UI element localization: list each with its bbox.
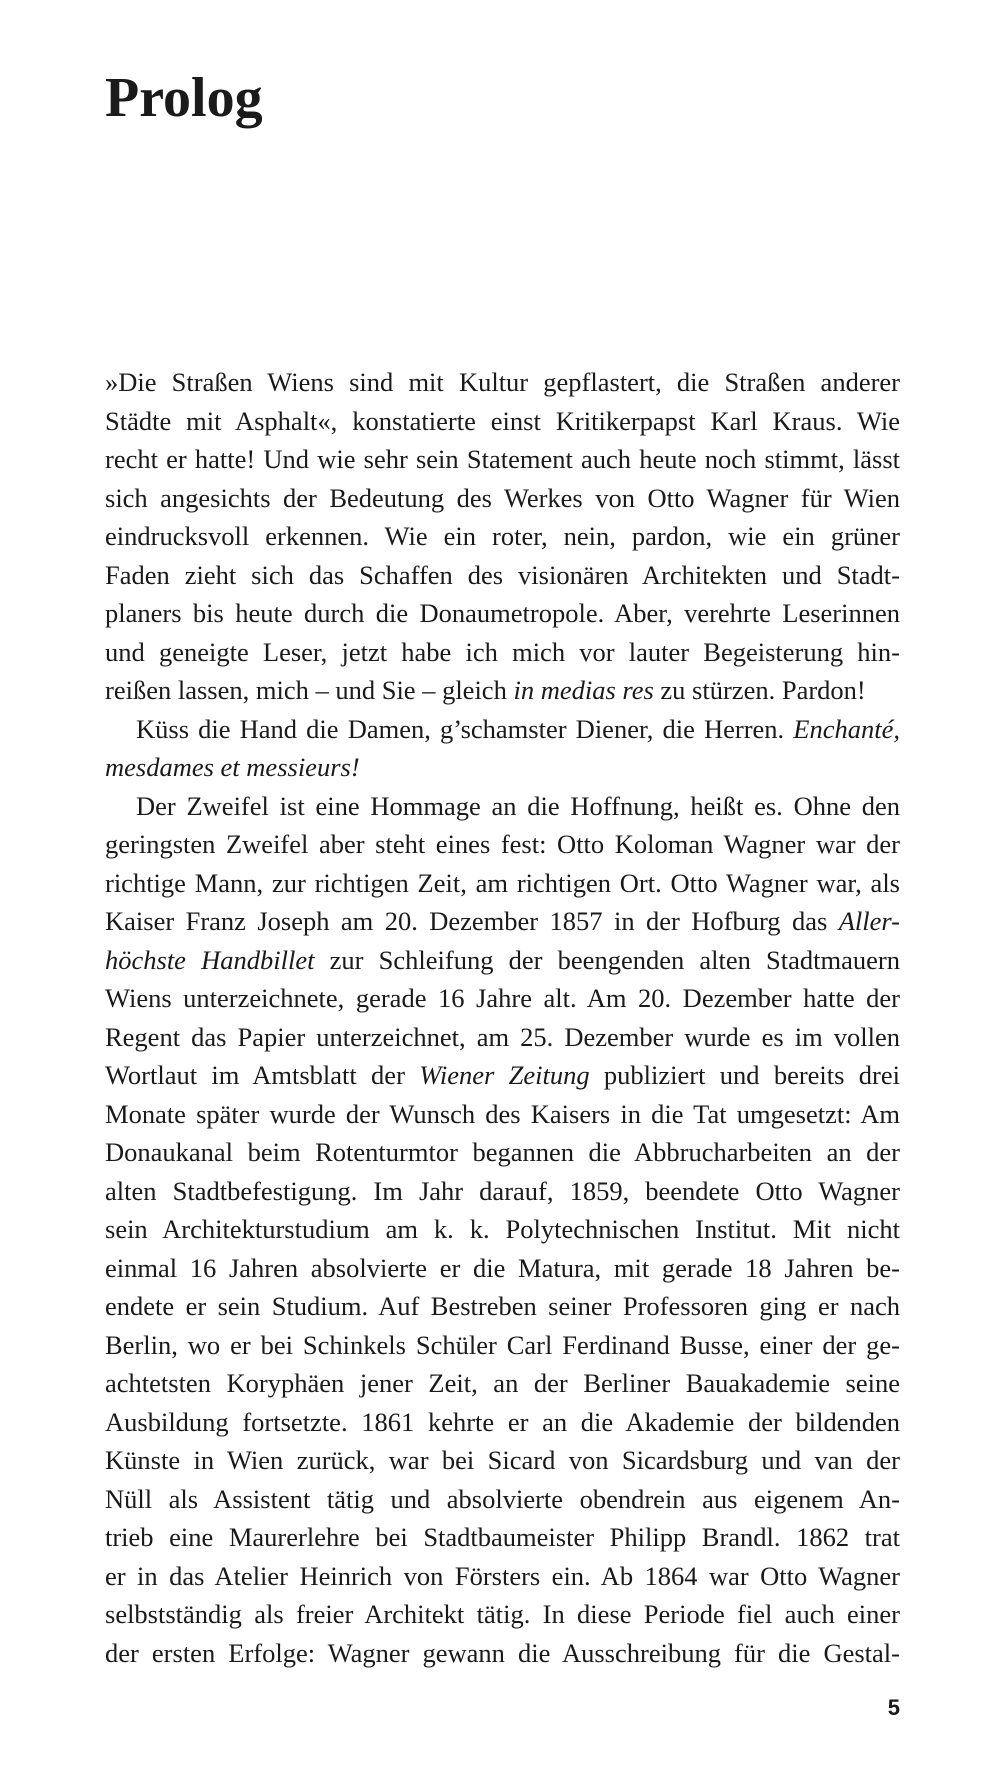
- text-line: [105, 864, 900, 903]
- text-line: [105, 1056, 900, 1095]
- text-segment: recht er hatte! Und wie sehr sein Statement auch heute noch stimmt, lässt: [105, 444, 900, 474]
- text-line: [105, 1018, 900, 1057]
- text-segment: geringsten Zweifel aber steht eines fest: Otto Koloman Wagner war der: [105, 829, 900, 859]
- text-line: [105, 710, 900, 749]
- text-line: [105, 1518, 900, 1557]
- text-line: [105, 1364, 900, 1403]
- text-segment: Regent das Papier unterzeichnet, am 25. Dezember wurde es im vollen: [105, 1021, 900, 1052]
- paragraph: [105, 363, 900, 710]
- text-line: [105, 1249, 900, 1288]
- italic-text: höchste Handbillet: [105, 944, 315, 975]
- italic-text: in medias res: [513, 675, 654, 705]
- text-segment: der ersten Erfolge: Wagner gewann die Ausschreibung für die Gestal-: [105, 1637, 900, 1668]
- text-line: [105, 1133, 900, 1172]
- text-line: [105, 633, 900, 672]
- page-title: Prolog: [105, 67, 263, 129]
- text-line: [105, 825, 900, 864]
- text-segment: zu stürzen. Pardon!: [653, 675, 866, 705]
- text-line: [105, 1172, 900, 1211]
- text-line: [105, 787, 900, 826]
- text-segment: planers bis heute durch die Donaumetropole. Aber, verehrte Leserinnen: [105, 598, 900, 628]
- text-line: [105, 594, 900, 633]
- text-line: [105, 363, 900, 402]
- text-segment: Monate später wurde der Wunsch des Kaisers in die Tat umgesetzt: Am: [105, 1098, 900, 1129]
- italic-text: Enchanté,: [793, 713, 900, 744]
- text-segment: sich angesichts der Bedeutung des Werkes von Otto Wagner für Wien: [105, 482, 900, 513]
- text-line: [105, 1557, 900, 1596]
- body-text: [105, 363, 900, 1672]
- text-segment: sein Architekturstudium am k. k. Polytechnischen Institut. Mit nicht: [105, 1214, 900, 1244]
- text-segment: Donaukanal beim Rotenturmtor begannen die Abbrucharbeiten an der: [105, 1137, 900, 1167]
- text-segment: Städte mit Asphalt«, konstatierte einst Kritikerpapst Karl Kraus. Wie: [105, 405, 900, 436]
- text-segment: Wortlaut im Amtsblatt der: [105, 1060, 420, 1090]
- text-line: [105, 479, 900, 518]
- text-line: [105, 1480, 900, 1519]
- text-line: [105, 1634, 900, 1673]
- paragraph: [105, 787, 900, 1673]
- text-line: [105, 1326, 900, 1365]
- text-line: [105, 1441, 900, 1480]
- paragraph: [105, 710, 900, 787]
- text-segment: Berlin, wo er bei Schinkels Schüler Carl Ferdinand Busse, einer der ge-: [105, 1329, 900, 1360]
- text-segment: Küss die Hand die Damen, g’schamster Diener, die Herren.: [136, 713, 794, 744]
- text-line: [105, 1287, 900, 1326]
- text-segment: Ausbildung fortsetzte. 1861 kehrte er an die Akademie der bildenden: [105, 1406, 900, 1437]
- text-line: [105, 1403, 900, 1442]
- text-segment: Wiens unterzeichnete, gerade 16 Jahre alt. Am 20. Dezember hatte der: [105, 983, 900, 1013]
- text-line: [105, 440, 900, 479]
- text-segment: reißen lassen, mich – und Sie – gleich: [105, 675, 514, 705]
- text-segment: publiziert und bereits drei: [589, 1060, 900, 1090]
- text-line: [105, 979, 900, 1018]
- text-segment: er in das Atelier Heinrich von Försters ein. Ab 1864 war Otto Wagner: [105, 1560, 900, 1591]
- text-line: [105, 1210, 900, 1249]
- text-segment: richtige Mann, zur richtigen Zeit, am richtigen Ort. Otto Wagner war, als: [105, 867, 900, 898]
- text-segment: und geneigte Leser, jetzt habe ich mich vor lauter Begeisterung hin-: [105, 636, 900, 667]
- italic-text: mesdames et messieurs!: [105, 752, 360, 782]
- text-segment: achtetsten Koryphäen jener Zeit, an der Berliner Bauakademie seine: [105, 1368, 900, 1398]
- text-line: [105, 556, 900, 595]
- text-segment: Nüll als Assistent tätig und absolvierte obendrein aus eigenem An-: [105, 1483, 900, 1514]
- page-number: 5: [887, 1695, 900, 1720]
- text-segment: alten Stadtbefestigung. Im Jahr darauf, 1859, beendete Otto Wagner: [105, 1175, 900, 1206]
- italic-text: Wiener Zeitung: [419, 1060, 590, 1090]
- text-segment: eindrucksvoll erkennen. Wie ein roter, nein, pardon, wie ein grüner: [105, 521, 900, 551]
- text-segment: zur Schleifung der beengenden alten Stadtmauern: [314, 944, 900, 975]
- text-segment: trieb eine Maurerlehre bei Stadtbaumeister Philipp Brandl. 1862 trat: [105, 1522, 900, 1552]
- text-line: [105, 902, 900, 941]
- text-segment: Faden zieht sich das Schaffen des visionären Architekten und Stadt-: [105, 559, 900, 590]
- italic-text: Aller-: [838, 906, 900, 936]
- text-line: [105, 1595, 900, 1634]
- text-line: [105, 402, 900, 441]
- text-segment: endete er sein Studium. Auf Bestreben seiner Professoren ging er nach: [105, 1291, 900, 1321]
- text-line: [105, 1095, 900, 1134]
- text-line: [105, 517, 900, 556]
- text-segment: Künste in Wien zurück, war bei Sicard von Sicardsburg und van der: [105, 1445, 900, 1475]
- text-line: [105, 941, 900, 980]
- text-line: [105, 671, 900, 710]
- text-segment: einmal 16 Jahren absolvierte er die Matura, mit gerade 18 Jahren be-: [105, 1252, 900, 1283]
- text-line: [105, 748, 900, 787]
- text-segment: selbstständig als freier Architekt tätig. In diese Periode fiel auch einer: [105, 1599, 900, 1629]
- text-segment: Kaiser Franz Joseph am 20. Dezember 1857 in der Hofburg das: [105, 906, 839, 936]
- text-segment: »Die Straßen Wiens sind mit Kultur gepflastert, die Straßen anderer: [105, 367, 900, 397]
- text-segment: Der Zweifel ist eine Hommage an die Hoffnung, heißt es. Ohne den: [136, 790, 900, 821]
